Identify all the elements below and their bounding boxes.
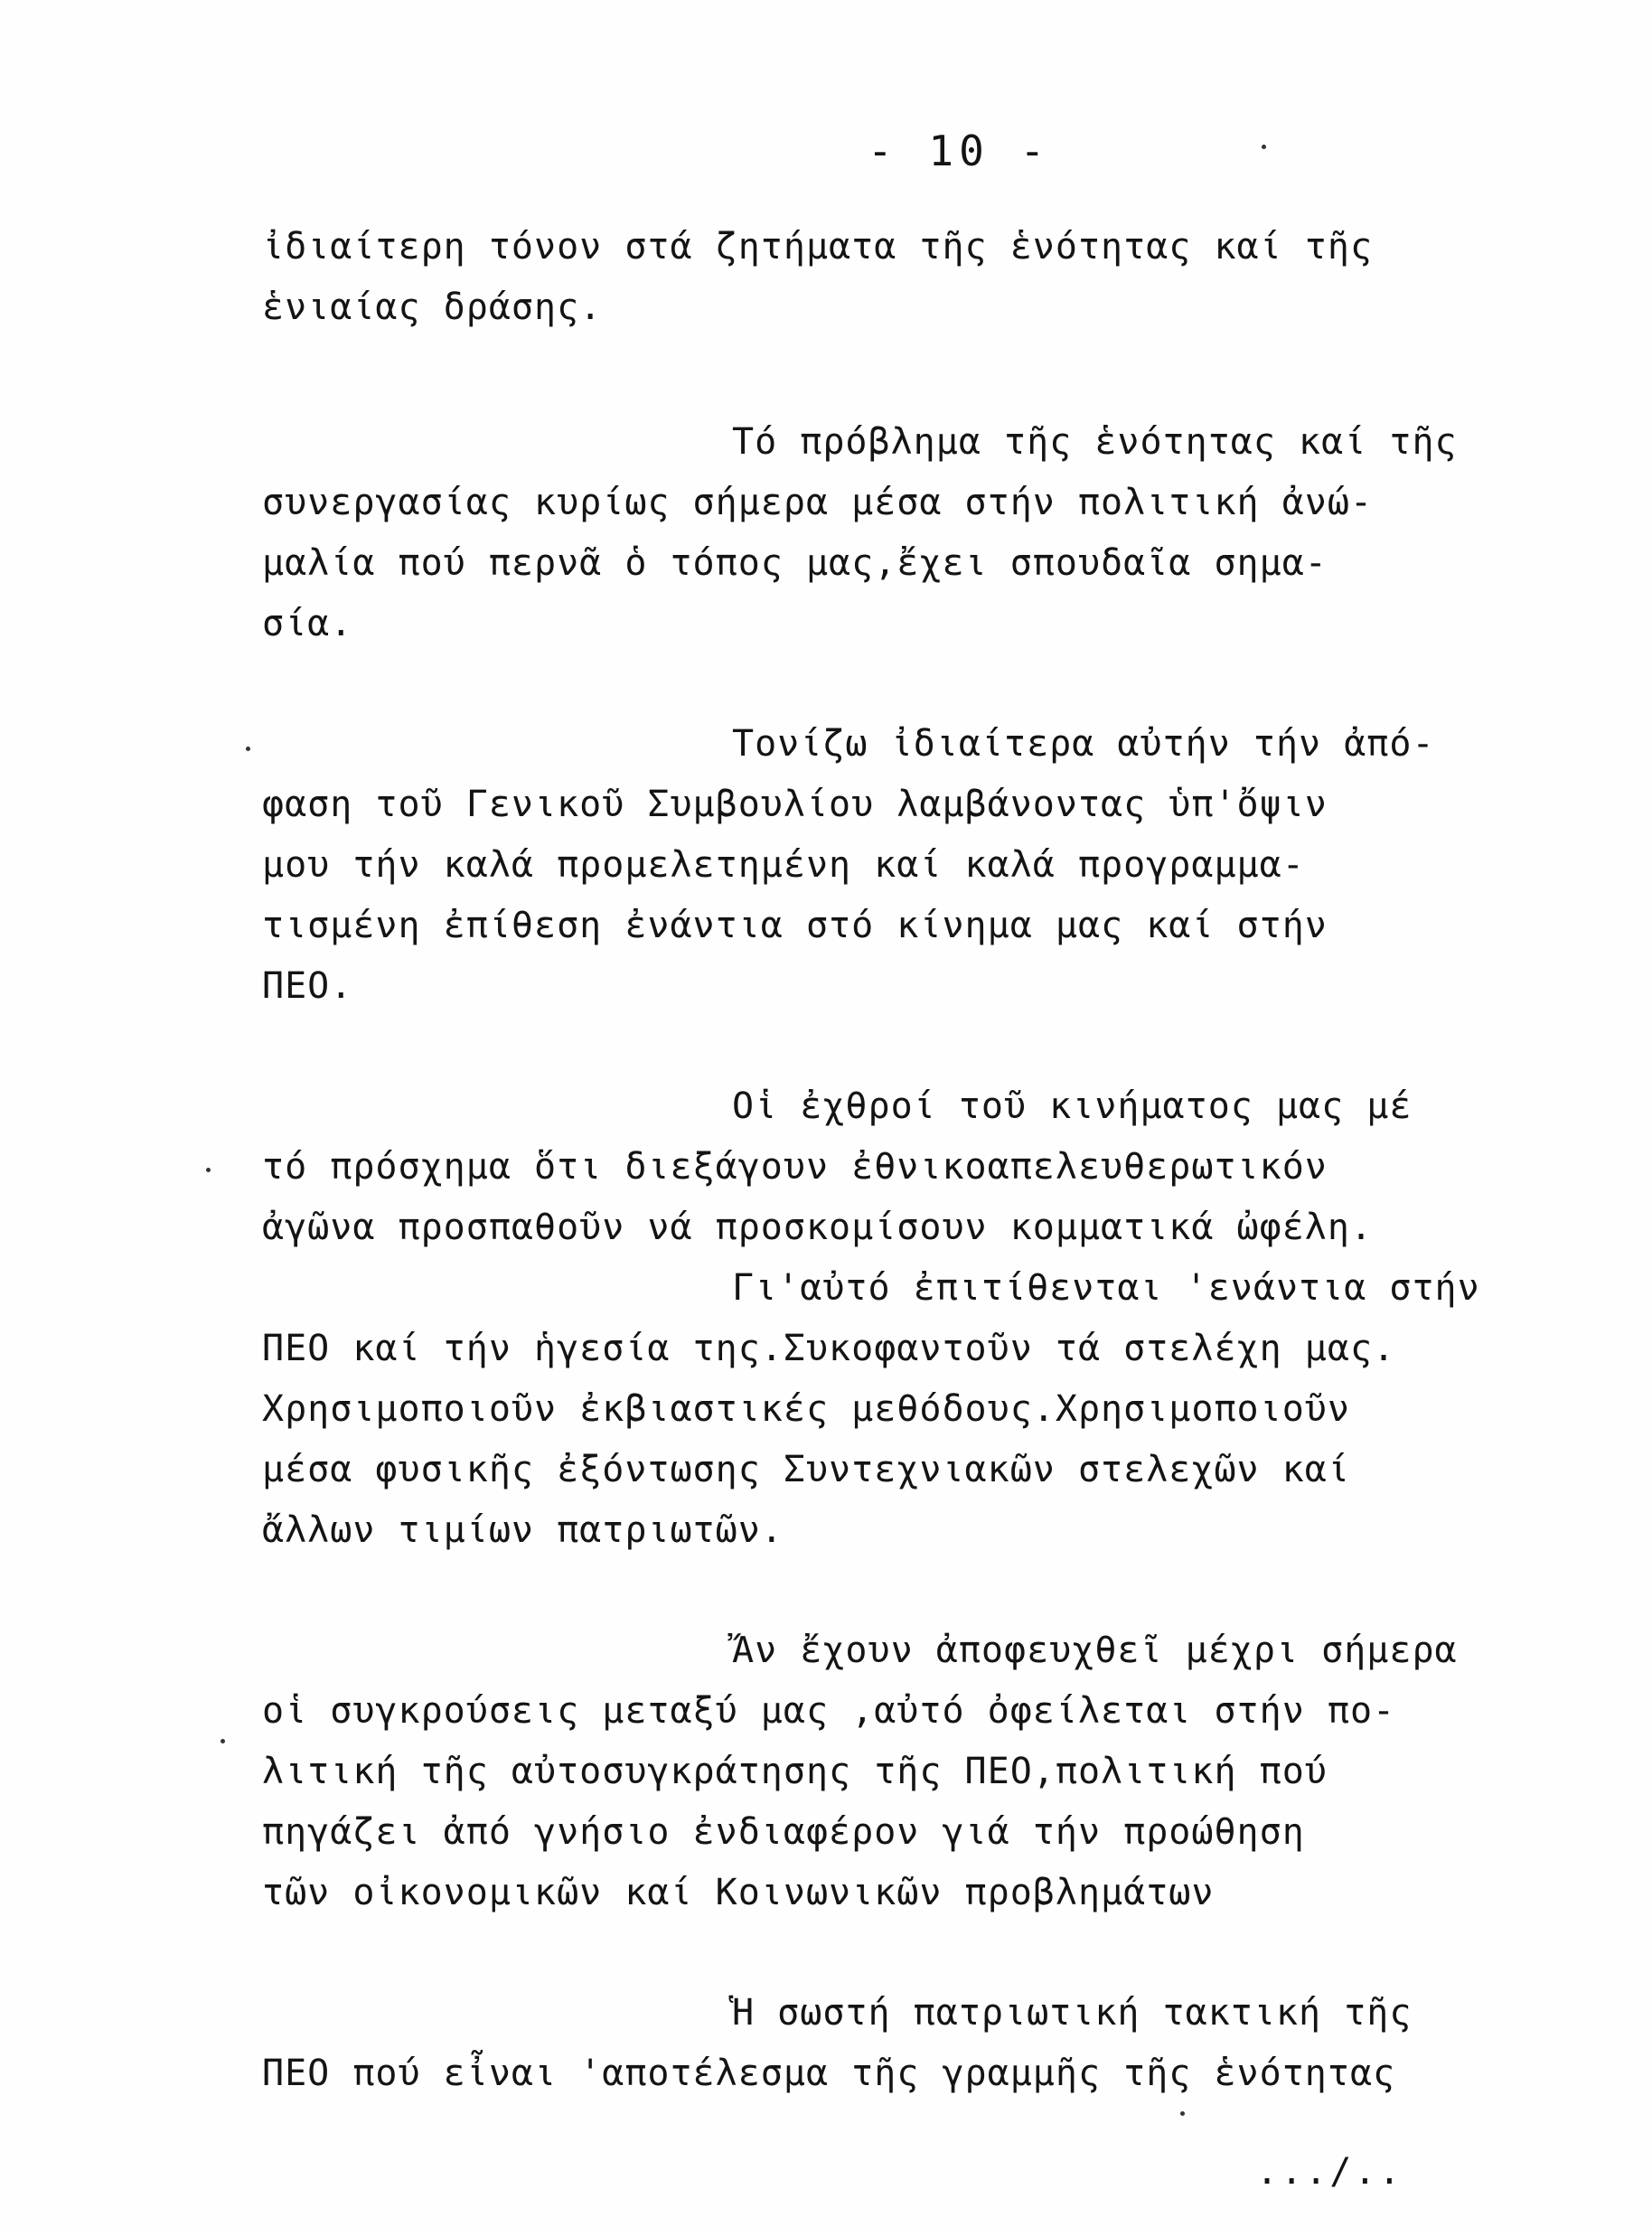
text-line: συνεργασίας κυρίως σήμερα μέσα στήν πολιτική ἀνώ- [262,482,1374,523]
paragraph [262,412,1618,654]
paragraph [262,1076,1618,1561]
scan-speck [206,1168,211,1172]
text-line: τό πρόσχημα ὅτι διεξάγουν ἐθνικοαπελευθερωτικόν [262,1146,1328,1188]
text-line: σία. [262,603,353,644]
scan-speck [221,1739,225,1743]
text-line: ἀγῶνα προσπαθοῦν νά προσκομίσουν κομματικά ὠφέλη. [262,1207,1374,1248]
paragraph [262,1621,1618,1923]
text-line: τισμένη ἐπίθεση ἐνάντια στό κίνημα μας καί στήν [262,905,1328,946]
text-line: λιτική τῆς αὐτοσυγκράτησης τῆς ΠΕΟ,πολιτική πού [262,1751,1328,1792]
text-line: μου τήν καλά προμελετημένη καί καλά προγραμμα- [262,844,1305,886]
text-line: μέσα φυσικῆς ἐξόντωσης Συντεχνιακῶν στελεχῶν καί [262,1449,1350,1490]
text-line: τῶν οἰκονομικῶν καί Κοινωνικῶν προβλημάτων [262,1872,1215,1913]
text-line: Γι'αὐτό ἐπιτίθενται 'ενάντια στήν [732,1267,1480,1309]
text-line: πηγάζει ἀπό γνήσιο ἐνδιαφέρον γιά τήν προώθηση [262,1811,1305,1853]
paragraph [262,714,1618,1017]
page-number: - 10 - [868,127,1051,175]
text-line: ἰδιαίτερη τόνον στά ζητήματα τῆς ἑνότητας καί τῆς [262,226,1374,268]
text-line: μαλία πού περνᾶ ὁ τόπος μας,ἔχει σπουδαῖα σημα- [262,542,1328,584]
text-line: Χρησιμοποιοῦν ἐκβιαστικές μεθόδους.Χρησιμοποιοῦν [262,1388,1350,1430]
text-line: ΠΕΟ. [262,965,353,1007]
text-line: ἄλλων τιμίων πατριωτῶν. [262,1509,784,1551]
scan-speck [246,747,250,751]
text-line: φαση τοῦ Γενικοῦ Συμβουλίου λαμβάνοντας ὑπ'ὄψιν [262,784,1328,825]
scan-speck [1180,2111,1185,2116]
text-line: ΠΕΟ καί τήν ἡγεσία της.Συκοφαντοῦν τά στελέχη μας. [262,1328,1396,1369]
document-body [262,217,1618,2104]
text-line: Ἄν ἔχουν ἀποφευχθεῖ μέχρι σήμερα [732,1630,1458,1671]
paragraph [262,217,1618,338]
text-line: Ἡ σωστή πατριωτική τακτική τῆς [732,1992,1413,2034]
paragraph [262,1983,1618,2104]
continuation-mark: .../.. [1256,2151,1403,2193]
text-line: Οἱ ἐχθροί τοῦ κινήματος μας μέ [732,1085,1413,1127]
text-line: Τονίζω ἰδιαίτερα αὐτήν τήν ἀπό- [732,723,1435,765]
text-line: ἑνιαίας δράσης. [262,287,603,328]
text-line: ΠΕΟ πού εἶναι 'αποτέλεσμα τῆς γραμμῆς τῆς ἑνότητας [262,2053,1396,2094]
scan-speck [1262,145,1266,149]
text-line: Τό πρόβλημα τῆς ἑνότητας καί τῆς [732,421,1458,463]
text-line: οἱ συγκρούσεις μεταξύ μας ,αὐτό ὀφείλεται στήν πο- [262,1690,1396,1732]
